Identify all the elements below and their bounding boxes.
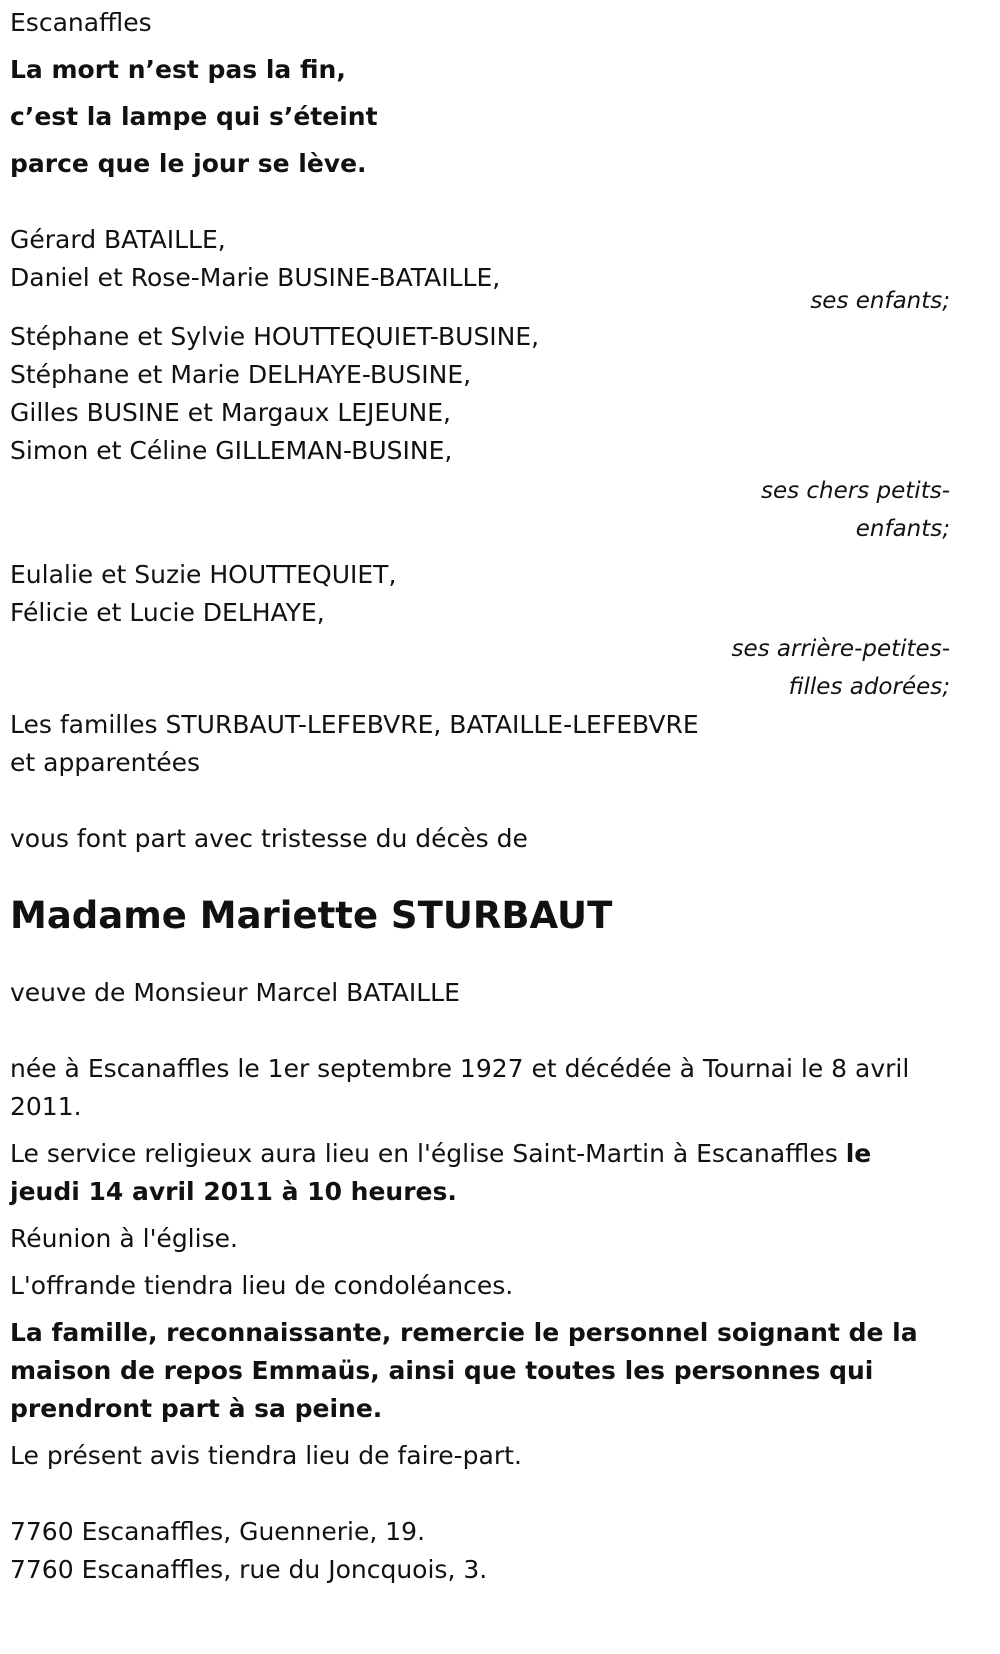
child-name: Daniel et Rose-Marie BUSINE-BATAILLE, <box>10 263 501 292</box>
grandchild-name: Stéphane et Marie DELHAYE-BUSINE, <box>10 360 472 389</box>
families-line: et apparentées <box>10 748 201 777</box>
families-line: Les familles STURBAUT-LEFEBVRE, BATAILLE-LEFEBVRE <box>10 710 699 739</box>
great-grandchild-name: Eulalie et Suzie HOUTTEQUIET, <box>10 560 397 589</box>
families-group <box>10 706 940 782</box>
meeting-info: Réunion à l'église. <box>10 1224 238 1253</box>
grandchild-name: Stéphane et Sylvie HOUTTEQUIET-BUSINE, <box>10 322 540 351</box>
quote-line: La mort n’est pas la fin, <box>10 55 346 84</box>
widow-of: veuve de Monsieur Marcel BATAILLE <box>10 978 460 1007</box>
grandchildren-relation: ses chers petits- <box>760 478 950 504</box>
quote-line: c’est la lampe qui s’éteint <box>10 102 378 131</box>
grandchildren-relation: enfants; <box>855 516 950 542</box>
children-relation: ses enfants; <box>810 288 950 314</box>
obituary-notice <box>10 4 950 1589</box>
place-header: Escanaffles <box>10 8 152 37</box>
service-info <box>10 1135 940 1211</box>
announcement: vous font part avec tristesse du décès de <box>10 824 528 853</box>
children-group <box>10 221 950 320</box>
address-line: 7760 Escanaffles, Guennerie, 19. <box>10 1517 426 1546</box>
notice: Le présent avis tiendra lieu de faire-part. <box>10 1441 522 1470</box>
great-grandchildren-group <box>10 556 950 706</box>
service-text: Le service religieux aura lieu en l'église Saint-Martin à Escanaffles <box>10 1139 846 1168</box>
birth-death: née à Escanaffles le 1er septembre 1927 et décédée à Tournai le 8 avril 2011. <box>10 1054 910 1121</box>
child-name: Gérard BATAILLE, <box>10 225 226 254</box>
thanks-message: La famille, reconnaissante, remercie le personnel soignant de la maison de repos Emmaüs, ainsi que toutes les personnes qui prendront part à sa peine. <box>10 1318 918 1423</box>
great-grandchild-name: Félicie et Lucie DELHAYE, <box>10 598 325 627</box>
quote-line: parce que le jour se lève. <box>10 149 367 178</box>
great-grandchildren-relation: ses arrière-petites- <box>731 636 950 662</box>
offering-info: L'offrande tiendra lieu de condoléances. <box>10 1271 514 1300</box>
service-datetime: le jeudi 14 avril 2011 à 10 heures. <box>10 1139 872 1206</box>
quote <box>10 51 940 183</box>
grandchildren-group <box>10 318 950 548</box>
great-grandchildren-relation: filles adorées; <box>788 674 950 700</box>
address-line: 7760 Escanaffles, rue du Joncquois, 3. <box>10 1555 488 1584</box>
grandchild-name: Gilles BUSINE et Margaux LEJEUNE, <box>10 398 451 427</box>
deceased-name: Madame Mariette STURBAUT <box>10 894 613 937</box>
grandchild-name: Simon et Céline GILLEMAN-BUSINE, <box>10 436 453 465</box>
